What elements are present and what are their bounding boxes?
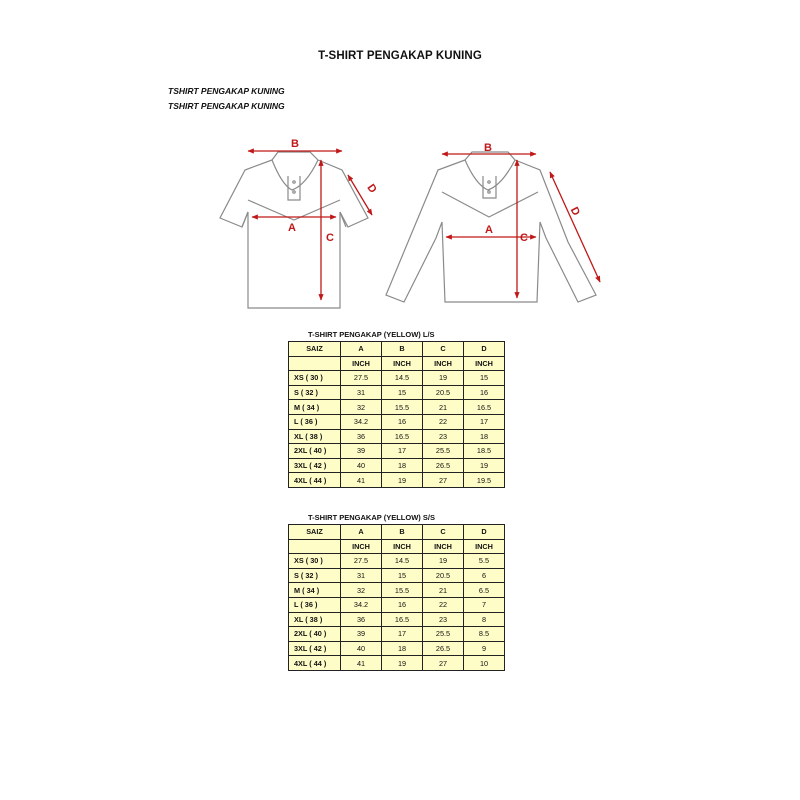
cell: 15 — [464, 371, 505, 386]
cell: 16 — [382, 597, 423, 612]
table-row — [289, 371, 505, 386]
label-a-long: A — [485, 224, 493, 236]
cell: 8.5 — [464, 627, 505, 642]
cell: 21 — [423, 583, 464, 598]
cell: 34.2 — [341, 414, 382, 429]
table-header-row — [289, 525, 505, 540]
table-row — [289, 444, 505, 459]
cell: 9 — [464, 641, 505, 656]
cell: 25.5 — [423, 444, 464, 459]
cell: 5.5 — [464, 554, 505, 569]
cell: 27.5 — [341, 371, 382, 386]
cell: 19 — [382, 473, 423, 488]
cell: 27 — [423, 473, 464, 488]
size-label: 2XL ( 40 ) — [289, 444, 341, 459]
size-label: 3XL ( 42 ) — [289, 458, 341, 473]
header-cell: C — [423, 342, 464, 357]
unit-cell: INCH — [423, 356, 464, 371]
label-c-long: C — [520, 232, 528, 244]
cell: 19.5 — [464, 473, 505, 488]
table-row — [289, 429, 505, 444]
header-cell: SAIZ — [289, 525, 341, 540]
table-row — [289, 414, 505, 429]
cell: 16 — [464, 385, 505, 400]
cell: 32 — [341, 583, 382, 598]
unit-row — [289, 356, 505, 371]
cell: 17 — [464, 414, 505, 429]
table-header-row — [289, 342, 505, 357]
table-row — [289, 612, 505, 627]
unit-cell: INCH — [382, 539, 423, 554]
unit-cell: INCH — [341, 539, 382, 554]
subtitle-1: TSHIRT PENGAKAP KUNING — [168, 86, 285, 96]
table-row — [289, 627, 505, 642]
cell: 6.5 — [464, 583, 505, 598]
cell: 19 — [464, 458, 505, 473]
size-label: S ( 32 ) — [289, 385, 341, 400]
table-row — [289, 583, 505, 598]
cell: 39 — [341, 627, 382, 642]
page-title: T-SHIRT PENGAKAP KUNING — [318, 50, 482, 62]
cell: 19 — [423, 371, 464, 386]
cell: 18 — [382, 458, 423, 473]
cell: 25.5 — [423, 627, 464, 642]
cell: 23 — [423, 612, 464, 627]
cell: 18 — [464, 429, 505, 444]
cell: 22 — [423, 597, 464, 612]
table-row — [289, 597, 505, 612]
cell: 15.5 — [382, 400, 423, 415]
unit-cell — [289, 539, 341, 554]
label-c-short: C — [326, 232, 334, 244]
cell: 15 — [382, 385, 423, 400]
size-label: M ( 34 ) — [289, 400, 341, 415]
table-row — [289, 458, 505, 473]
cell: 31 — [341, 385, 382, 400]
header-cell: C — [423, 525, 464, 540]
unit-cell: INCH — [382, 356, 423, 371]
label-d-short: D — [364, 182, 379, 196]
cell: 21 — [423, 400, 464, 415]
size-label: 2XL ( 40 ) — [289, 627, 341, 642]
cell: 32 — [341, 400, 382, 415]
cell: 10 — [464, 656, 505, 671]
unit-cell: INCH — [464, 539, 505, 554]
unit-row — [289, 539, 505, 554]
cell: 26.5 — [423, 458, 464, 473]
table-row — [289, 385, 505, 400]
size-label: L ( 36 ) — [289, 414, 341, 429]
cell: 14.5 — [382, 554, 423, 569]
cell: 19 — [423, 554, 464, 569]
cell: 8 — [464, 612, 505, 627]
size-label: 4XL ( 44 ) — [289, 656, 341, 671]
cell: 16.5 — [382, 429, 423, 444]
unit-cell: INCH — [464, 356, 505, 371]
size-label: XS ( 30 ) — [289, 371, 341, 386]
cell: 40 — [341, 458, 382, 473]
label-d-long: D — [567, 205, 583, 218]
cell: 41 — [341, 656, 382, 671]
size-label: XL ( 38 ) — [289, 429, 341, 444]
size-label: 3XL ( 42 ) — [289, 641, 341, 656]
unit-cell: INCH — [423, 539, 464, 554]
cell: 18.5 — [464, 444, 505, 459]
table-row — [289, 641, 505, 656]
cell: 14.5 — [382, 371, 423, 386]
size-label: XS ( 30 ) — [289, 554, 341, 569]
cell: 41 — [341, 473, 382, 488]
cell: 36 — [341, 612, 382, 627]
subtitle-2: TSHIRT PENGAKAP KUNING — [168, 101, 285, 111]
size-table-ls — [288, 341, 505, 488]
cell: 15.5 — [382, 583, 423, 598]
cell: 20.5 — [423, 568, 464, 583]
cell: 36 — [341, 429, 382, 444]
header-cell: B — [382, 342, 423, 357]
cell: 18 — [382, 641, 423, 656]
cell: 16.5 — [464, 400, 505, 415]
cell: 39 — [341, 444, 382, 459]
table-caption-ls: T-SHIRT PENGAKAP (YELLOW) L/S — [308, 330, 435, 339]
table-row — [289, 473, 505, 488]
cell: 40 — [341, 641, 382, 656]
header-cell: D — [464, 525, 505, 540]
cell: 27 — [423, 656, 464, 671]
cell: 17 — [382, 627, 423, 642]
size-label: 4XL ( 44 ) — [289, 473, 341, 488]
header-cell: B — [382, 525, 423, 540]
size-label: M ( 34 ) — [289, 583, 341, 598]
unit-cell: INCH — [341, 356, 382, 371]
label-a-short: A — [288, 222, 296, 234]
size-label: XL ( 38 ) — [289, 612, 341, 627]
cell: 6 — [464, 568, 505, 583]
cell: 26.5 — [423, 641, 464, 656]
size-label: L ( 36 ) — [289, 597, 341, 612]
cell: 22 — [423, 414, 464, 429]
cell: 20.5 — [423, 385, 464, 400]
cell: 7 — [464, 597, 505, 612]
header-cell: A — [341, 525, 382, 540]
long-sleeve-measure-lines — [442, 154, 600, 298]
table-row — [289, 554, 505, 569]
cell: 16.5 — [382, 612, 423, 627]
header-cell: D — [464, 342, 505, 357]
table-caption-ss: T-SHIRT PENGAKAP (YELLOW) S/S — [308, 513, 435, 522]
size-label: S ( 32 ) — [289, 568, 341, 583]
cell: 15 — [382, 568, 423, 583]
label-b-short: B — [291, 138, 299, 150]
table-row — [289, 656, 505, 671]
cell: 31 — [341, 568, 382, 583]
table-row — [289, 568, 505, 583]
table-row — [289, 400, 505, 415]
label-b-long: B — [484, 142, 492, 154]
cell: 23 — [423, 429, 464, 444]
measurement-diagram — [200, 130, 620, 315]
cell: 19 — [382, 656, 423, 671]
header-cell: SAIZ — [289, 342, 341, 357]
cell: 34.2 — [341, 597, 382, 612]
cell: 17 — [382, 444, 423, 459]
size-table-ss — [288, 524, 505, 671]
cell: 27.5 — [341, 554, 382, 569]
header-cell: A — [341, 342, 382, 357]
cell: 16 — [382, 414, 423, 429]
unit-cell — [289, 356, 341, 371]
